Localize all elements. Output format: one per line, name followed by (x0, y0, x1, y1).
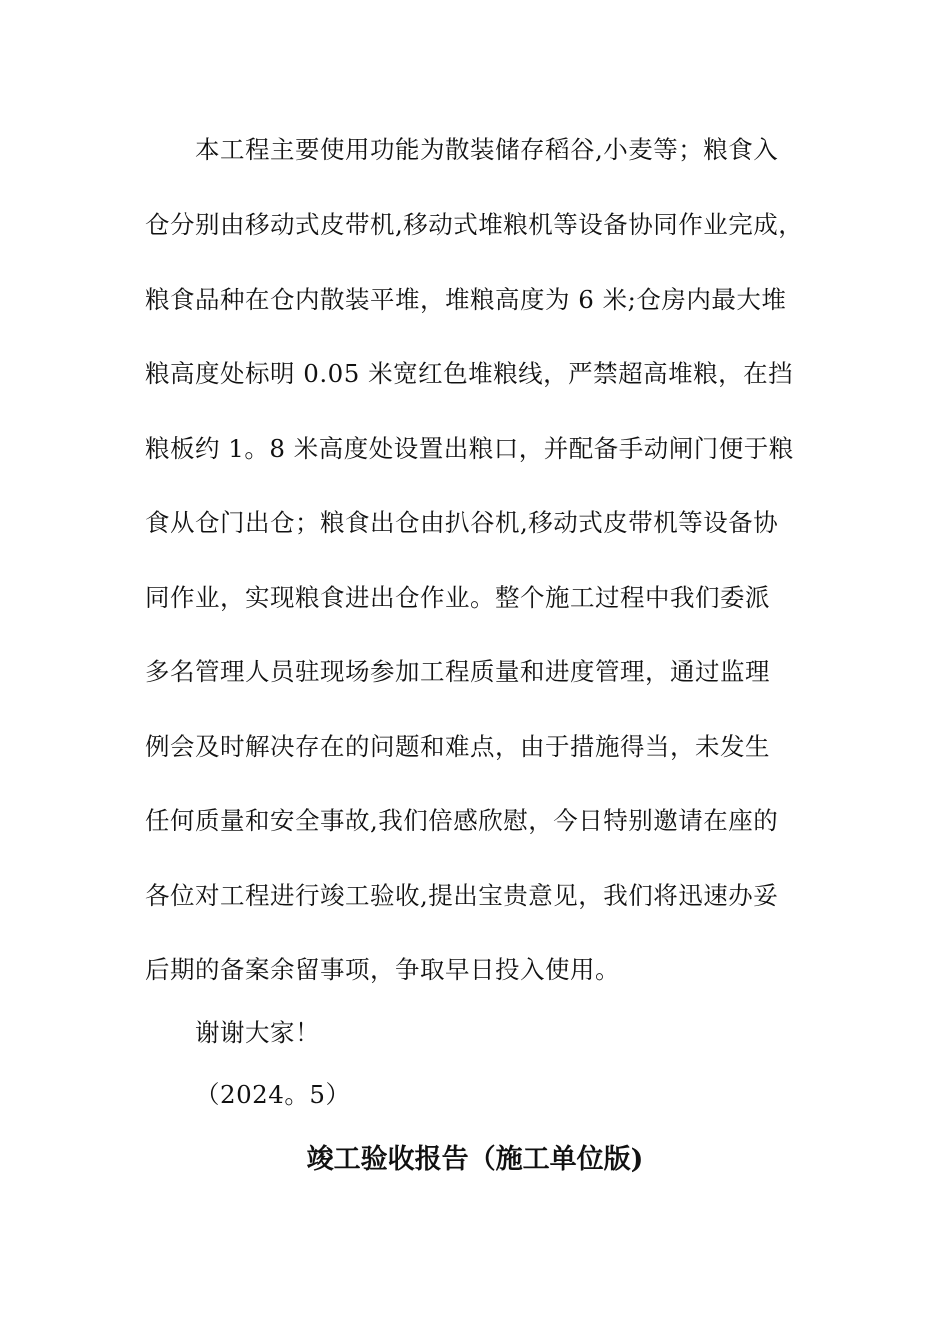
paragraph-line: 多名管理人员驻现场参加工程质量和进度管理，通过监理 (145, 657, 770, 686)
thanks-text: 谢谢大家！ (195, 1018, 320, 1047)
paragraph-line: 后期的备案余留事项，争取早日投入使用。 (145, 955, 620, 984)
paragraph-line: 食从仓门出仓；粮食出仓由扒谷机,移动式皮带机等设备协 (145, 508, 779, 537)
paragraph-line: 同作业，实现粮食进出仓作业。整个施工过程中我们委派 (145, 583, 770, 612)
paragraph-line: 粮板约 1。8 米高度处设置出粮口，并配备手动闸门便于粮 (145, 434, 794, 463)
paragraph-line: 本工程主要使用功能为散装储存稻谷,小麦等；粮食入 (195, 135, 779, 164)
paragraph-line: 各位对工程进行竣工验收,提出宝贵意见，我们将迅速办妥 (145, 881, 779, 910)
paragraph-line: 粮食品种在仓内散装平堆，堆粮高度为 6 米;仓房内最大堆 (145, 285, 787, 314)
paragraph-line: 任何质量和安全事故,我们倍感欣慰，今日特别邀请在座的 (145, 806, 779, 835)
paragraph-line: 例会及时解决存在的问题和难点，由于措施得当，未发生 (145, 732, 770, 761)
date-text: （2024。5） (195, 1080, 351, 1109)
section-title: 竣工验收报告（施工单位版) (306, 1144, 644, 1175)
paragraph-line: 粮高度处标明 0.05 米宽红色堆粮线，严禁超高堆粮，在挡 (145, 359, 794, 388)
paragraph-line: 仓分别由移动式皮带机,移动式堆粮机等设备协同作业完成， (145, 210, 804, 239)
